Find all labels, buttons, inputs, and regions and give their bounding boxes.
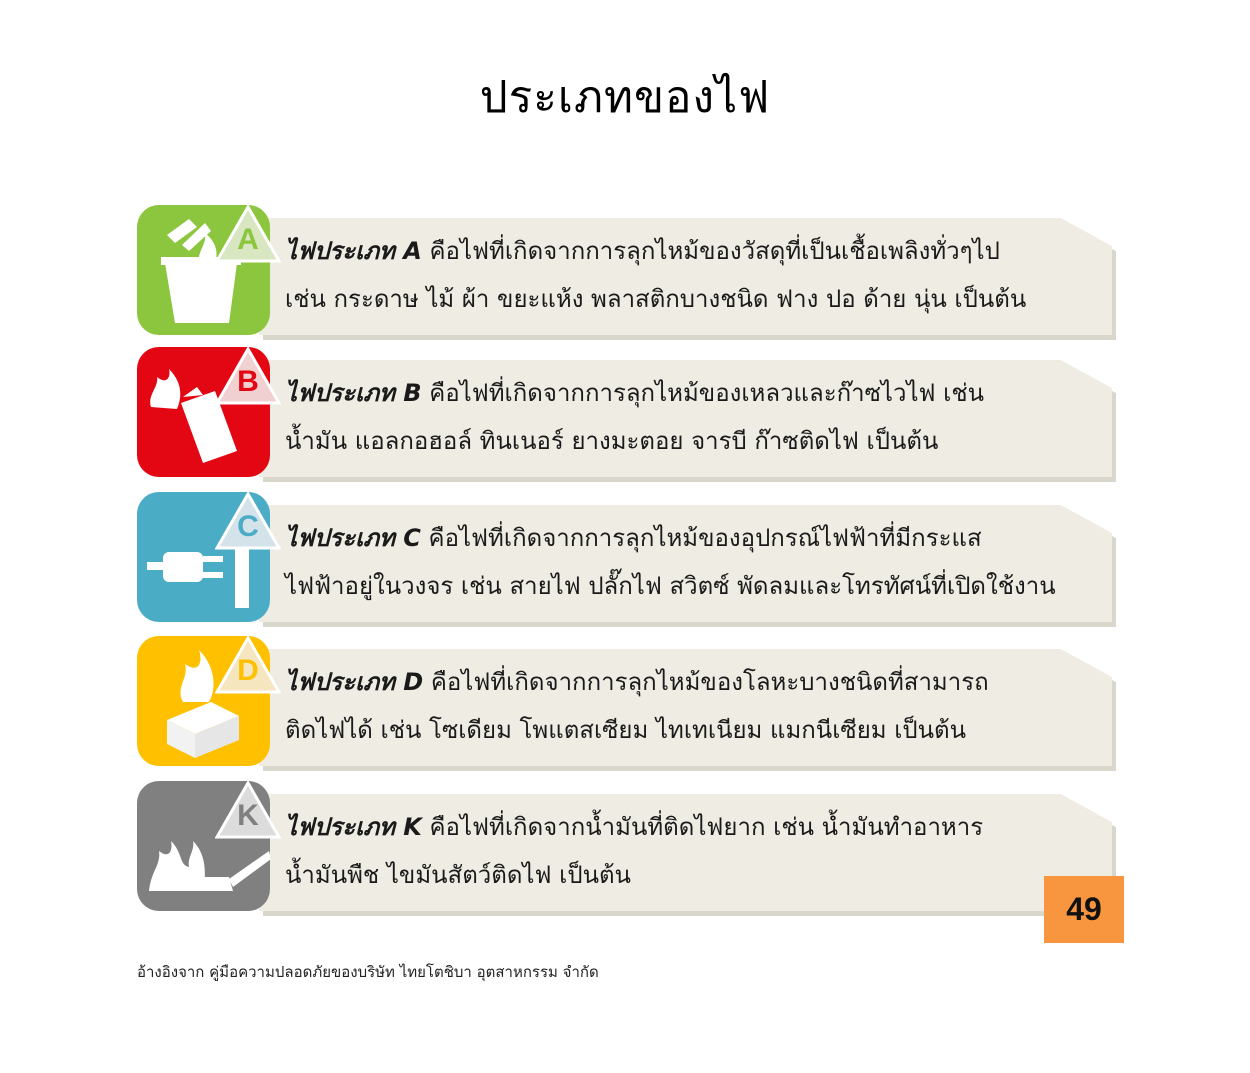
description-line-1: คือไฟที่เกิดจากน้ำมันที่ติดไฟยาก เช่น น้ำมันทำอาหาร — [421, 813, 984, 841]
class-letter: B — [237, 365, 259, 398]
fire-class-c — [137, 492, 1112, 622]
class-k-letter-badge — [215, 781, 281, 839]
page-number: 49 — [1044, 876, 1124, 943]
page-title: ประเภทของไฟ — [479, 72, 771, 123]
description-line-2: ติดไฟได้ เช่น โซเดียม โพแตสเซียม ไทเทเนียม แมกนีเซียม เป็นต้น — [285, 716, 967, 744]
class-b-description — [285, 369, 1105, 465]
class-b-letter-badge — [215, 347, 281, 405]
class-a-description — [285, 227, 1105, 323]
class-k-description — [285, 803, 1105, 899]
fire-class-d — [137, 636, 1112, 766]
class-name: ไฟประเภท D — [285, 668, 424, 696]
description-line-1: คือไฟที่เกิดจากการลุกไหม้ของวัสดุที่เป็นเชื้อเพลิงทั่วๆไป — [421, 237, 1000, 265]
class-c-description — [285, 514, 1105, 610]
class-name: ไฟประเภท C — [285, 524, 421, 552]
class-c-letter-badge — [215, 492, 281, 550]
description-line-2: เช่น กระดาษ ไม้ ผ้า ขยะแห้ง พลาสติกบางชนิด ฟาง ปอ ด้าย นุ่น เป็นต้น — [285, 285, 1027, 313]
class-name: ไฟประเภท B — [285, 379, 422, 407]
description-line-2: น้ำมัน แอลกอฮอล์ ทินเนอร์ ยางมะตอย จารบี ก๊าซติดไฟ เป็นต้น — [285, 427, 939, 455]
description-line-2: น้ำมันพืช ไขมันสัตว์ติดไฟ เป็นต้น — [285, 861, 631, 889]
fire-class-k — [137, 781, 1112, 911]
class-letter: C — [237, 510, 259, 543]
class-letter: A — [237, 223, 259, 256]
description-line-1: คือไฟที่เกิดจากการลุกไหม้ของอุปกรณ์ไฟฟ้าที่มีกระแส — [420, 524, 982, 552]
description-line-1: คือไฟที่เกิดจากการลุกไหม้ของโลหะบางชนิดที่สามารถ — [423, 668, 989, 696]
class-name: ไฟประเภท K — [285, 813, 422, 841]
fire-class-a — [137, 205, 1112, 335]
class-name: ไฟประเภท A — [285, 237, 422, 265]
fire-class-b — [137, 347, 1112, 477]
class-d-letter-badge — [215, 636, 281, 694]
description-line-2: ไฟฟ้าอยู่ในวงจร เช่น สายไฟ ปลั๊กไฟ สวิตซ์ พัดลมและโทรทัศน์ที่เปิดใช้งาน — [285, 572, 1056, 600]
class-letter: D — [237, 654, 259, 687]
description-line-1: คือไฟที่เกิดจากการลุกไหม้ของเหลวและก๊าซไวไฟ เช่น — [421, 379, 985, 407]
class-a-letter-badge — [215, 205, 281, 263]
class-d-description — [285, 658, 1105, 754]
source-note: อ้างอิงจาก คู่มือความปลอดภัยของบริษัท ไทยโตชิบา อุตสาหกรรม จำกัด — [137, 963, 599, 981]
class-letter: K — [237, 799, 259, 832]
